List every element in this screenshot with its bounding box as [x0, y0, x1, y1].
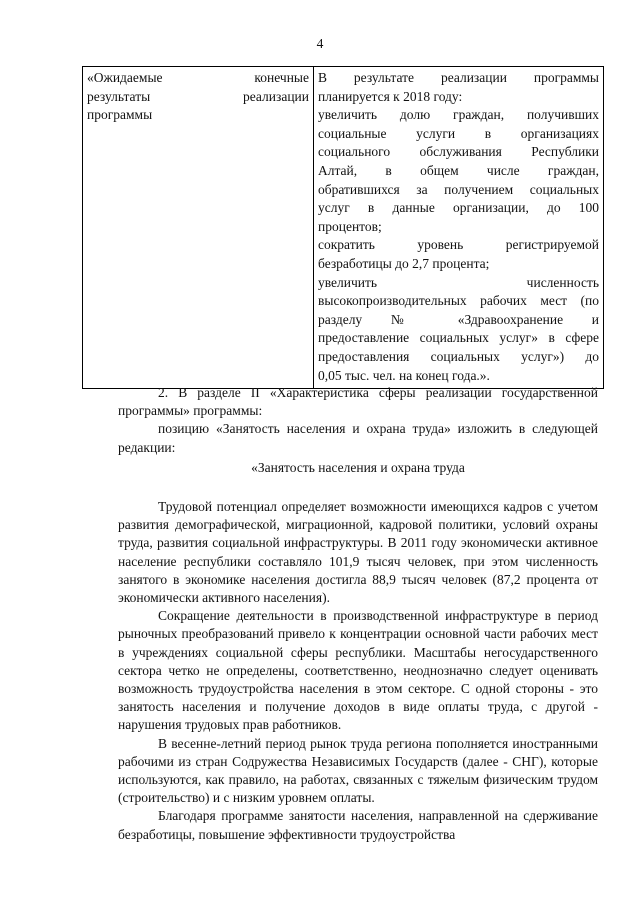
cell-line: процентов; — [318, 218, 382, 234]
cell-line: услуг в данные организации, до 100 — [318, 200, 599, 216]
paragraph-position: позицию «Занятость населения и охрана труда» изложить в следующей редакции: — [118, 421, 598, 455]
cell-line: сократить уровень регистрируемой — [318, 237, 599, 253]
cell-line: результаты реализации — [87, 88, 309, 104]
page-number: 4 — [316, 36, 324, 51]
cell-line: Алтай, в общем числе граждан, — [318, 162, 599, 178]
body-text — [118, 384, 598, 844]
table-cell-label — [83, 67, 314, 389]
paragraph-labor-potential: Трудовой потенциал определяет возможности имеющихся кадров с учетом развития демографической, миграционной, кадровой политики, условий охраны труда, развития социальной инфраструктуры. В 2011 году экономически активное население республики составляло 101,9 тысяч человек, при этом численность занятого в экономике населения достигла 88,9 тысяч человек (87,2 процента от экономически активного населения). — [118, 499, 598, 606]
paragraph-employment-program: Благодаря программе занятости населения, направленной на сдерживание безработицы, повышение эффективности трудоустройства — [118, 808, 598, 842]
cell-line: предоставления социальных услуг») до — [318, 348, 599, 364]
cell-line: предоставление социальных услуг» в сфере — [318, 330, 599, 346]
cell-line: 0,05 тыс. чел. на конец года.». — [318, 367, 490, 383]
cell-line: увеличить численность — [318, 274, 599, 290]
cell-line: В результате реализации программы — [318, 70, 599, 85]
program-outcomes-table — [82, 66, 604, 389]
paragraph-spring-summer: В весенне-летний период рынок труда региона пополняется иностранными рабочими из стран Содружества Независимых Государств (далее - СНГ), которые используются, как правило, на работах, связанных с тяжелым физическим трудом (строительство) и с низким уровнем оплаты. — [118, 735, 598, 806]
cell-line: программы — [87, 107, 153, 123]
cell-line: планируется к 2018 году: — [318, 88, 463, 104]
paragraph-activity-reduction: Сокращение деятельности в производственной инфраструктуре в период рыночных преобразований привело к концентрации основной части рабочих мест в учреждениях социальной сферы республики. Масштабы негосударственного сектора четко не определены, соответственно, неоднозначно следует оценивать возможность трудоустройства населения в этом секторе. С одной стороны - это занятость населения и получение доходов в виде оплаты труда, с другой - нарушения трудовых прав работников. — [118, 608, 598, 733]
cell-line: высокопроизводительных рабочих мест (по — [318, 293, 599, 309]
section-subheading: «Занятость населения и охрана труда — [251, 459, 465, 475]
cell-line: безработицы до 2,7 процента; — [318, 255, 490, 271]
table-row — [83, 67, 604, 389]
cell-line: увеличить долю граждан, получивших — [318, 107, 599, 123]
cell-line: обратившихся за получением социальных — [318, 181, 599, 197]
table-cell-content — [314, 67, 604, 389]
cell-line: разделу № «Здравоохранение и — [318, 311, 599, 327]
paragraph-section-2: 2. В разделе II «Характеристика сферы реализации государственной программы» программы: — [118, 385, 598, 419]
cell-line: социальные услуги в организациях — [318, 125, 599, 141]
cell-line: «Ожидаемые конечные — [87, 70, 309, 85]
cell-line: социального обслуживания Республики — [318, 144, 599, 160]
